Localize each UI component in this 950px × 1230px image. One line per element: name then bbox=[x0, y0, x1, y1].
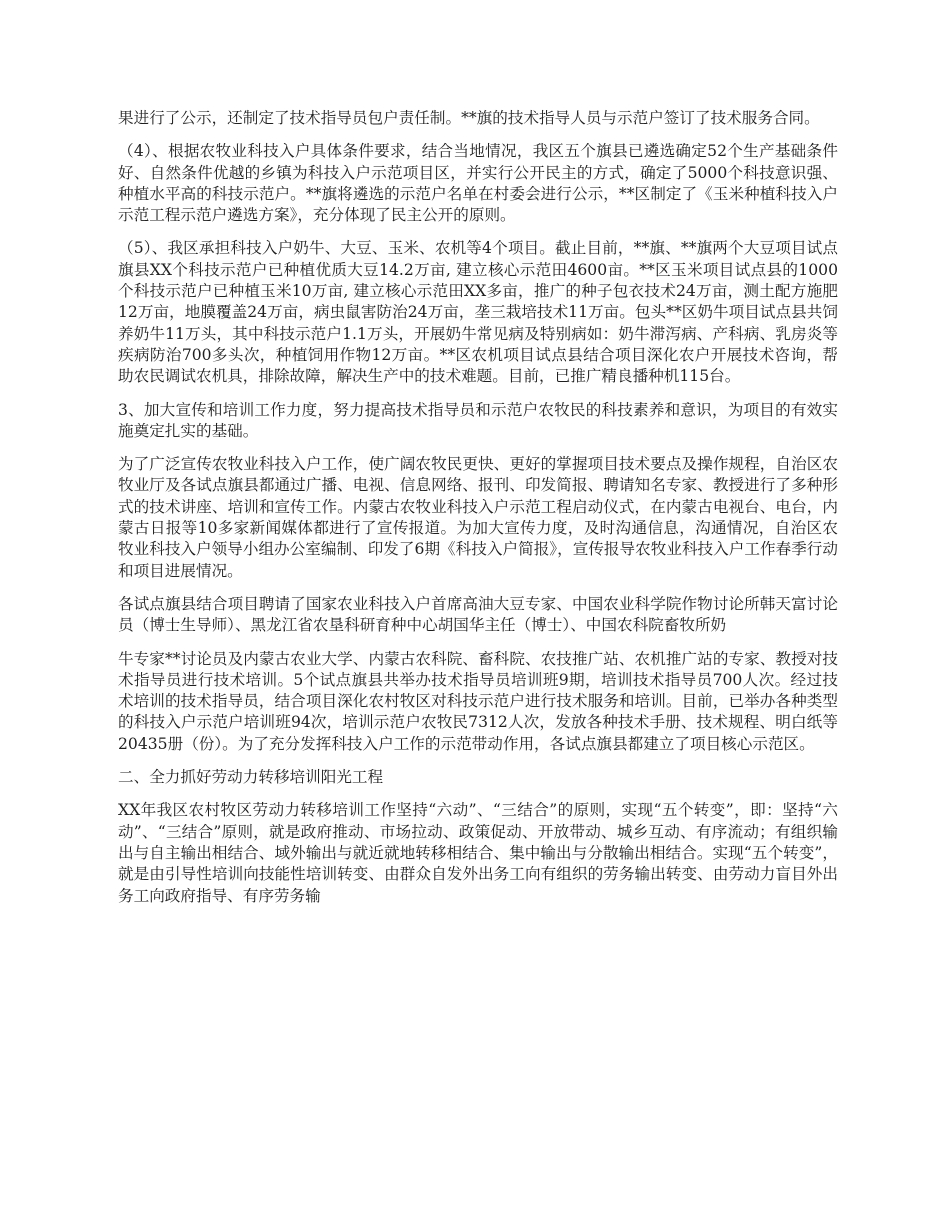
paragraph-2: （4）、根据农牧业科技入户具体条件要求，结合当地情况，我区五个旗县已遴选确定52个生产基础条件好、自然条件优越的乡镇为科技入户示范项目区，并实行公开民主的方式，确定了5000个科技意识强、种植水平高的科技示范户。**旗将遴选的示范户名单在村委会进行公示，**区制定了《玉米种植科技入户示范工程示范户遴选方案》，充分体现了民主公开的原则。 bbox=[118, 142, 838, 225]
paragraph-5: 为了广泛宣传农牧业科技入户工作，使广阔农牧民更快、更好的掌握项目技术要点及操作规程，自治区农牧业厅及各试点旗县都通过广播、电视、信息网络、报刊、印发简报、聘请知名专家、教授进行了多种形式的技术讲座、培训和宣传工作。内蒙古农牧业科技入户示范工程启动仪式，在内蒙古电视台、电台，内蒙古日报等10多家新闻媒体都进行了宣传报道。为加大宣传力度，及时沟通信息，沟通情况，自治区农牧业科技入户领导小组办公室编制、印发了6期《科技入户简报》，宣传报导农牧业科技入户工作春季行动和项目进展情况。 bbox=[118, 455, 838, 580]
paragraph-1: 果进行了公示，还制定了技术指导员包户责任制。**旗的技术指导人员与示范户签订了技术服务合同。 bbox=[118, 109, 820, 127]
paragraph-6: 各试点旗县结合项目聘请了国家农业科技入户首席高油大豆专家、中国农业科学院作物讨论所韩天富讨论员（博士生导师）、黑龙江省农垦科研育种中心胡国华主任（博士）、中国农科院畜牧所奶 bbox=[118, 594, 838, 635]
paragraph-3: （5）、我区承担科技入户奶牛、大豆、玉米、农机等4个项目。截止目前，**旗、**旗两个大豆项目试点旗县XX个科技示范户已种植优质大豆14.2万亩, 建立核心示范田4600亩。**区玉米项目试点县的1000个科技示范户已种植玉米10万亩, 建立核心示范田XX多亩，推广的种子包衣技术24万亩，测土配方施肥12万亩，地膜覆盖24万亩，病虫鼠害防治24万亩，垄三栽培技术11万亩。包头**区奶牛项目试点县共饲养奶牛11万头，其中科技示范户1.1万头，开展奶牛常见病及特别病如：奶牛滞泻病、产科病、乳房炎等疾病防治700多头次，种植饲用作物12万亩。**区农机项目试点县结合项目深化农户开展技术咨询，帮助农民调试农机具，排除故障，解决生产中的技术难题。目前，已推广精良播种机115台。 bbox=[118, 239, 838, 386]
paragraph-7: 牛专家**讨论员及内蒙古农业大学、内蒙古农科院、畜科院、农技推广站、农机推广站的专家、教授对技术指导员进行技术培训。5个试点旗县共举办技术指导员培训班9期，培训技术指导员700人次。经过技术培训的技术指导员，结合项目深化农村牧区对科技示范户进行技术服务和培训。目前，已举办各种类型的科技入户示范户培训班94次，培训示范户农牧民7312人次，发放各种技术手册、技术规程、明白纸等20435册（份）。为了充分发挥科技入户工作的示范带动作用，各试点旗县都建立了项目核心示范区。 bbox=[118, 649, 838, 753]
paragraph-9: XX年我区农村牧区劳动力转移培训工作坚持“六动”、“三结合”的原则，实现“五个转变”，即：坚持“六动”、“三结合”原则，就是政府推动、市场拉动、政策促动、开放带动、城乡互动、有序流动；有组织输出与自主输出相结合、域外输出与就近就地转移相结合、集中输出与分散输出相结合。实现“五个转变”，就是由引导性培训向技能性培训转变、由群众自发外出务工向有组织的劳务输出转变、由劳动力盲目外出务工向政府指导、有序劳务输 bbox=[118, 801, 838, 905]
section-heading-3: 3、加大宣传和培训工作力度，努力提高技术指导员和示范户农牧民的科技素养和意识，为项目的有效实施奠定扎实的基础。 bbox=[118, 400, 838, 440]
document-page bbox=[118, 108, 838, 919]
section-heading-2: 二、全力抓好劳动力转移培训阳光工程 bbox=[118, 768, 384, 787]
